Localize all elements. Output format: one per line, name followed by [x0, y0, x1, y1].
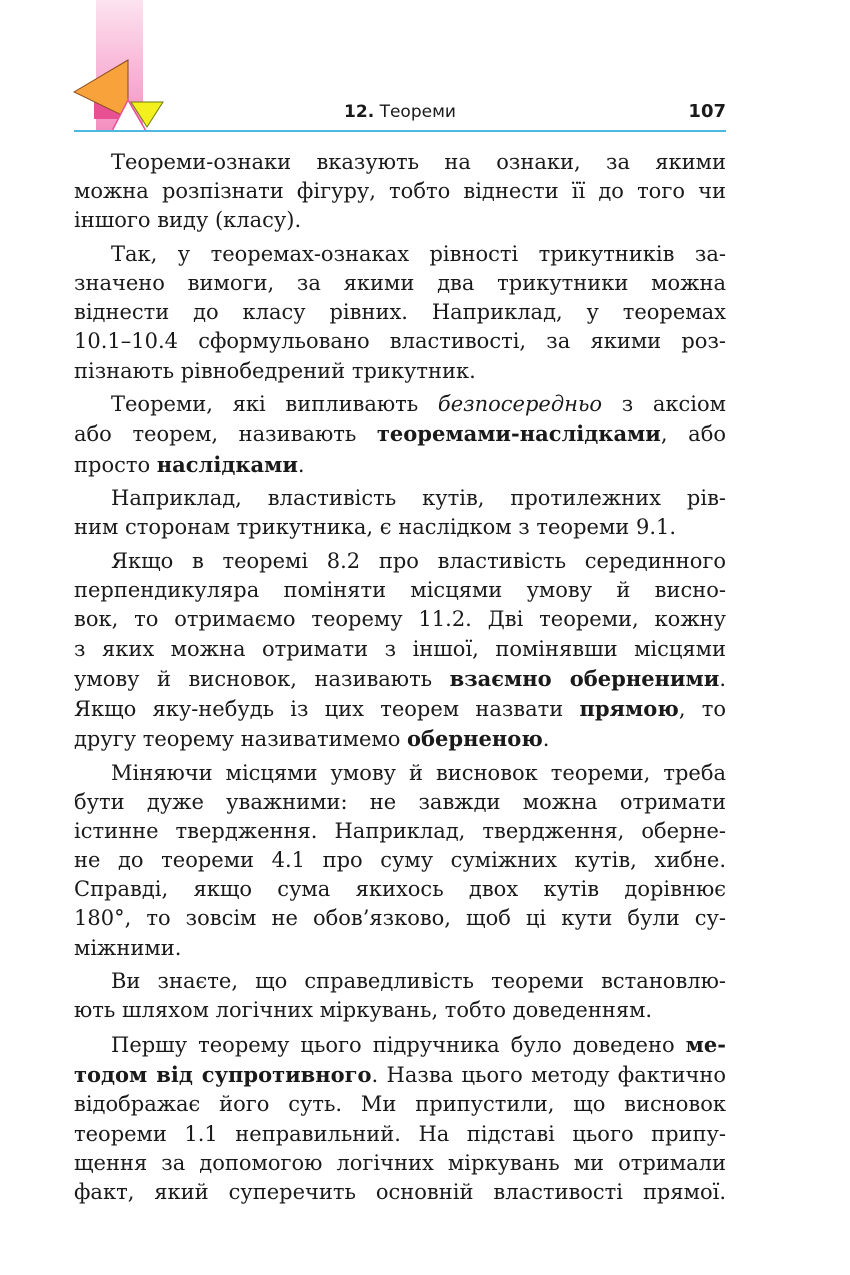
text-run: з аксіом	[602, 392, 726, 417]
text-run: просто	[74, 452, 157, 477]
bold-term: теоремами-наслідками	[376, 421, 661, 447]
text-line: міжними.	[74, 935, 182, 960]
text-line: відображає його суть. Ми припустили, що висновок	[74, 1092, 726, 1117]
text-line	[74, 1060, 726, 1090]
text-line: щення за допомогою логічних міркувань ми отримали	[74, 1150, 726, 1175]
text-run: другу теорему називатимемо	[74, 726, 408, 751]
paragraph	[74, 484, 726, 542]
chapter-title: Теореми	[379, 102, 456, 122]
bold-term: тодом від супротивного	[74, 1062, 372, 1088]
text-line: віднести до класу рівних. Наприклад, у теоремах	[74, 300, 726, 325]
text-run: або теорем, називають	[74, 422, 377, 447]
text-line: Так, у теоремах-ознаках рівності трикутників за-	[111, 241, 726, 266]
text-line: з яких можна отримати з іншої, помінявши місцями	[74, 636, 726, 661]
text-run: Теореми, які випливають	[111, 392, 438, 417]
text-line: можна розпізнати фігуру, тобто віднести її до того чи	[74, 179, 726, 204]
paragraph	[74, 148, 726, 235]
text-run: .	[542, 726, 550, 751]
paragraph	[74, 390, 726, 479]
body-text	[74, 148, 726, 1211]
text-line	[74, 664, 726, 694]
text-run: , або	[660, 422, 726, 447]
text-run: Якщо яку-небудь із цих теорем назвати	[74, 696, 580, 721]
text-line: Якщо в теоремі 8.2 про властивість серединного	[111, 549, 726, 574]
text-run: , то	[678, 696, 726, 721]
chapter-number: 12.	[344, 102, 375, 122]
paragraph	[74, 1030, 726, 1207]
text-run: .	[719, 666, 727, 691]
text-line: бути дуже уважними: не завжди можна отримати	[74, 789, 726, 814]
text-line: факт, який суперечить основній властивості прямої.	[74, 1179, 726, 1204]
text-line: теореми 1.1 неправильний. На підставі цього припу-	[74, 1121, 726, 1146]
paragraph	[74, 759, 726, 963]
text-line	[74, 390, 726, 419]
text-line	[74, 1030, 726, 1060]
text-run: умову й висновок, називають	[74, 666, 450, 691]
text-line: 180°, то зовсім не обов’язково, щоб ці кути були су-	[74, 906, 726, 931]
text-line: Міняючи місцями умову й висновок теореми, треба	[111, 760, 726, 785]
paragraph	[74, 967, 726, 1025]
bold-term: ме-	[685, 1032, 726, 1058]
chapter-heading	[74, 102, 726, 122]
text-line: не до теореми 4.1 про суму суміжних кутів, хибне.	[74, 848, 726, 873]
page-number: 107	[688, 101, 726, 122]
text-line: Ви знаєте, що справедливість теореми встановлю-	[111, 969, 726, 994]
bold-term: прямою	[579, 695, 679, 721]
text-line: значено вимоги, за якими два трикутники можна	[74, 271, 726, 296]
text-line: Справді, якщо сума якихось двох кутів дорівнює	[74, 877, 726, 902]
text-run: Першу теорему цього підручника було доведено	[111, 1033, 686, 1058]
text-line: вок, то отримаємо теорему 11.2. Дві теореми, кожну	[74, 607, 726, 632]
text-line: ним сторонам трикутника, є наслідком з теореми 9.1.	[74, 515, 677, 540]
text-line: істинне твердження. Наприклад, твердження, оберне-	[74, 818, 726, 843]
bold-term: взаємно оберненими	[449, 665, 720, 691]
text-run: . Назва цього методу фактично	[371, 1063, 726, 1088]
text-line	[74, 694, 726, 724]
text-line: Теореми-ознаки вказують на ознаки, за якими	[111, 150, 726, 174]
text-line: ють шляхом логічних міркувань, тобто доведенням.	[74, 998, 653, 1023]
text-line: пізнають рівнобедрений трикутник.	[74, 358, 476, 383]
text-line: 10.1–10.4 сформульовано властивості, за якими роз-	[74, 329, 726, 354]
text-line: іншого виду (класу).	[74, 208, 302, 233]
text-line: Наприклад, властивість кутів, протилежних рів-	[111, 486, 726, 511]
text-line: перпендикуляра поміняти місцями умову й висно-	[74, 578, 726, 603]
text-run: .	[297, 452, 305, 477]
running-header	[74, 100, 726, 132]
bold-term: наслідками	[156, 451, 298, 477]
paragraph	[74, 547, 726, 754]
paragraph	[74, 240, 726, 386]
text-line	[74, 419, 726, 449]
text-line	[74, 724, 726, 754]
bold-term: оберненою	[407, 725, 543, 751]
text-line	[74, 450, 726, 480]
italic-term: безпосередньо	[437, 392, 603, 417]
